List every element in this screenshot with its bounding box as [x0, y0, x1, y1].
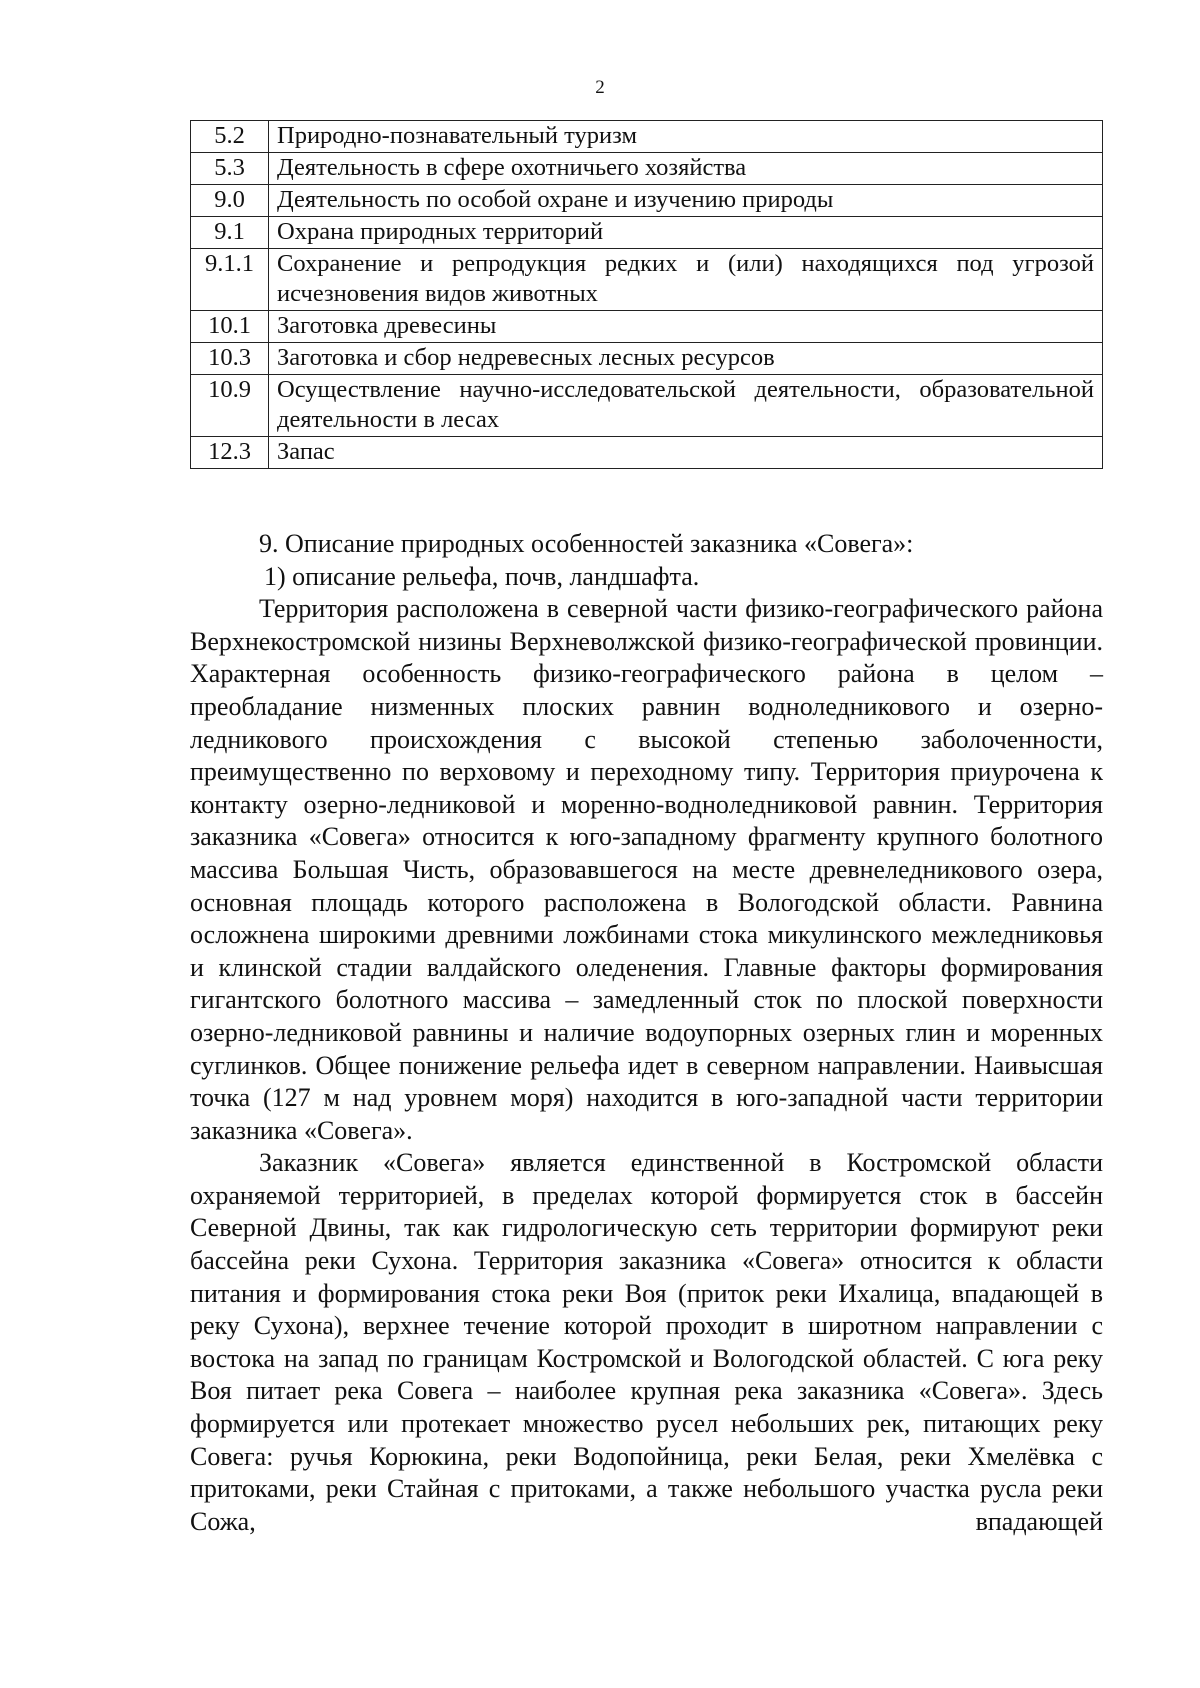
- table-cell-code: 10.3: [191, 343, 269, 375]
- table-cell-description: Охрана природных территорий: [269, 217, 1103, 249]
- table-row: [191, 311, 1103, 343]
- table-row: [191, 249, 1103, 311]
- table-row: [191, 153, 1103, 185]
- table-cell-description: Запас: [269, 437, 1103, 469]
- table-cell-code: 9.1: [191, 217, 269, 249]
- table-row: [191, 437, 1103, 469]
- table-cell-code: 5.3: [191, 153, 269, 185]
- table-cell-code: 12.3: [191, 437, 269, 469]
- table-cell-description: Заготовка древесины: [269, 311, 1103, 343]
- section-body: [190, 528, 1103, 1538]
- paragraph-relief: Территория расположена в северной части физико-географического района Верхнекостромской низины Верхневолжской физико-географической провинции. Характерная особенность физико-географического района в целом – преобладание низменных плоских равнин водноледникового и озерно-ледникового происхождения с высокой степенью заболоченности, преимущественно по верховому и переходному типу. Территория приурочена к контакту озерно-ледниковой и моренно-водноледниковой равнин. Территория заказника «Совега» относится к юго-западному фрагменту крупного болотного массива Большая Чисть, образовавшегося на месте древнеледникового озера, основная площадь которого расположена в Вологодской области. Равнина осложнена широкими древними ложбинами стока микулинского межледниковья и клинской стадии валдайского оледенения. Главные факторы формирования гигантского болотного массива – замедленный сток по плоской поверхности озерно-ледниковой равнины и наличие водоупорных озерных глин и моренных суглинков. Общее понижение рельефа идет в северном направлении. Наивысшая точка (127 м над уровнем моря) находится в юго-западной части территории заказника «Совега».: [190, 594, 1103, 1145]
- table-cell-code: 5.2: [191, 121, 269, 153]
- section-subheading: 1) описание рельефа, почв, ландшафта.: [264, 561, 700, 591]
- table-cell-code: 10.1: [191, 311, 269, 343]
- table-cell-code: 10.9: [191, 375, 269, 437]
- table-cell-description: Деятельность по особой охране и изучению природы: [269, 185, 1103, 217]
- table-cell-code: 9.1.1: [191, 249, 269, 311]
- table-cell-description: Природно-познавательный туризм: [269, 121, 1103, 153]
- table-row: [191, 343, 1103, 375]
- table-row: [191, 185, 1103, 217]
- table-cell-description: Осуществление научно-исследовательской деятельности, образовательной деятельности в лесах: [269, 375, 1103, 437]
- table-row: [191, 217, 1103, 249]
- table-row: [191, 375, 1103, 437]
- page-number: 2: [595, 77, 605, 98]
- paragraph-hydrology: Заказник «Совега» является единственной в Костромской области охраняемой территорией, в пределах которой формируется сток в бассейн Северной Двины, так как гидрологическую сеть территории формируют реки бассейна реки Сухона. Территория заказника «Совега» относится к области питания и формирования стока реки Воя (приток реки Ихалица, впадающей в реку Сухона), верхнее течение которой проходит в широтном направлении с востока на запад по границам Костромской и Вологодской областей. С юга реку Воя питает река Совега – наиболее крупная река заказника «Совега». Здесь формируется или протекает множество русел небольших рек, питающих реку Совега: ручья Корюкина, реки Водопойница, реки Белая, реки Хмелёвка с притоками, реки Стайная с притоками, а также небольшого участка русла реки Сожа, впадающей: [190, 1148, 1103, 1536]
- table-cell-description: Деятельность в сфере охотничьего хозяйства: [269, 153, 1103, 185]
- table-cell-description: Сохранение и репродукция редких и (или) находящихся под угрозой исчезновения видов животных: [269, 249, 1103, 311]
- section-heading: 9. Описание природных особенностей заказника «Совега»:: [259, 529, 914, 558]
- table-cell-description: Заготовка и сбор недревесных лесных ресурсов: [269, 343, 1103, 375]
- table-cell-code: 9.0: [191, 185, 269, 217]
- land-use-codes-table: [190, 120, 1103, 469]
- table-row: [191, 121, 1103, 153]
